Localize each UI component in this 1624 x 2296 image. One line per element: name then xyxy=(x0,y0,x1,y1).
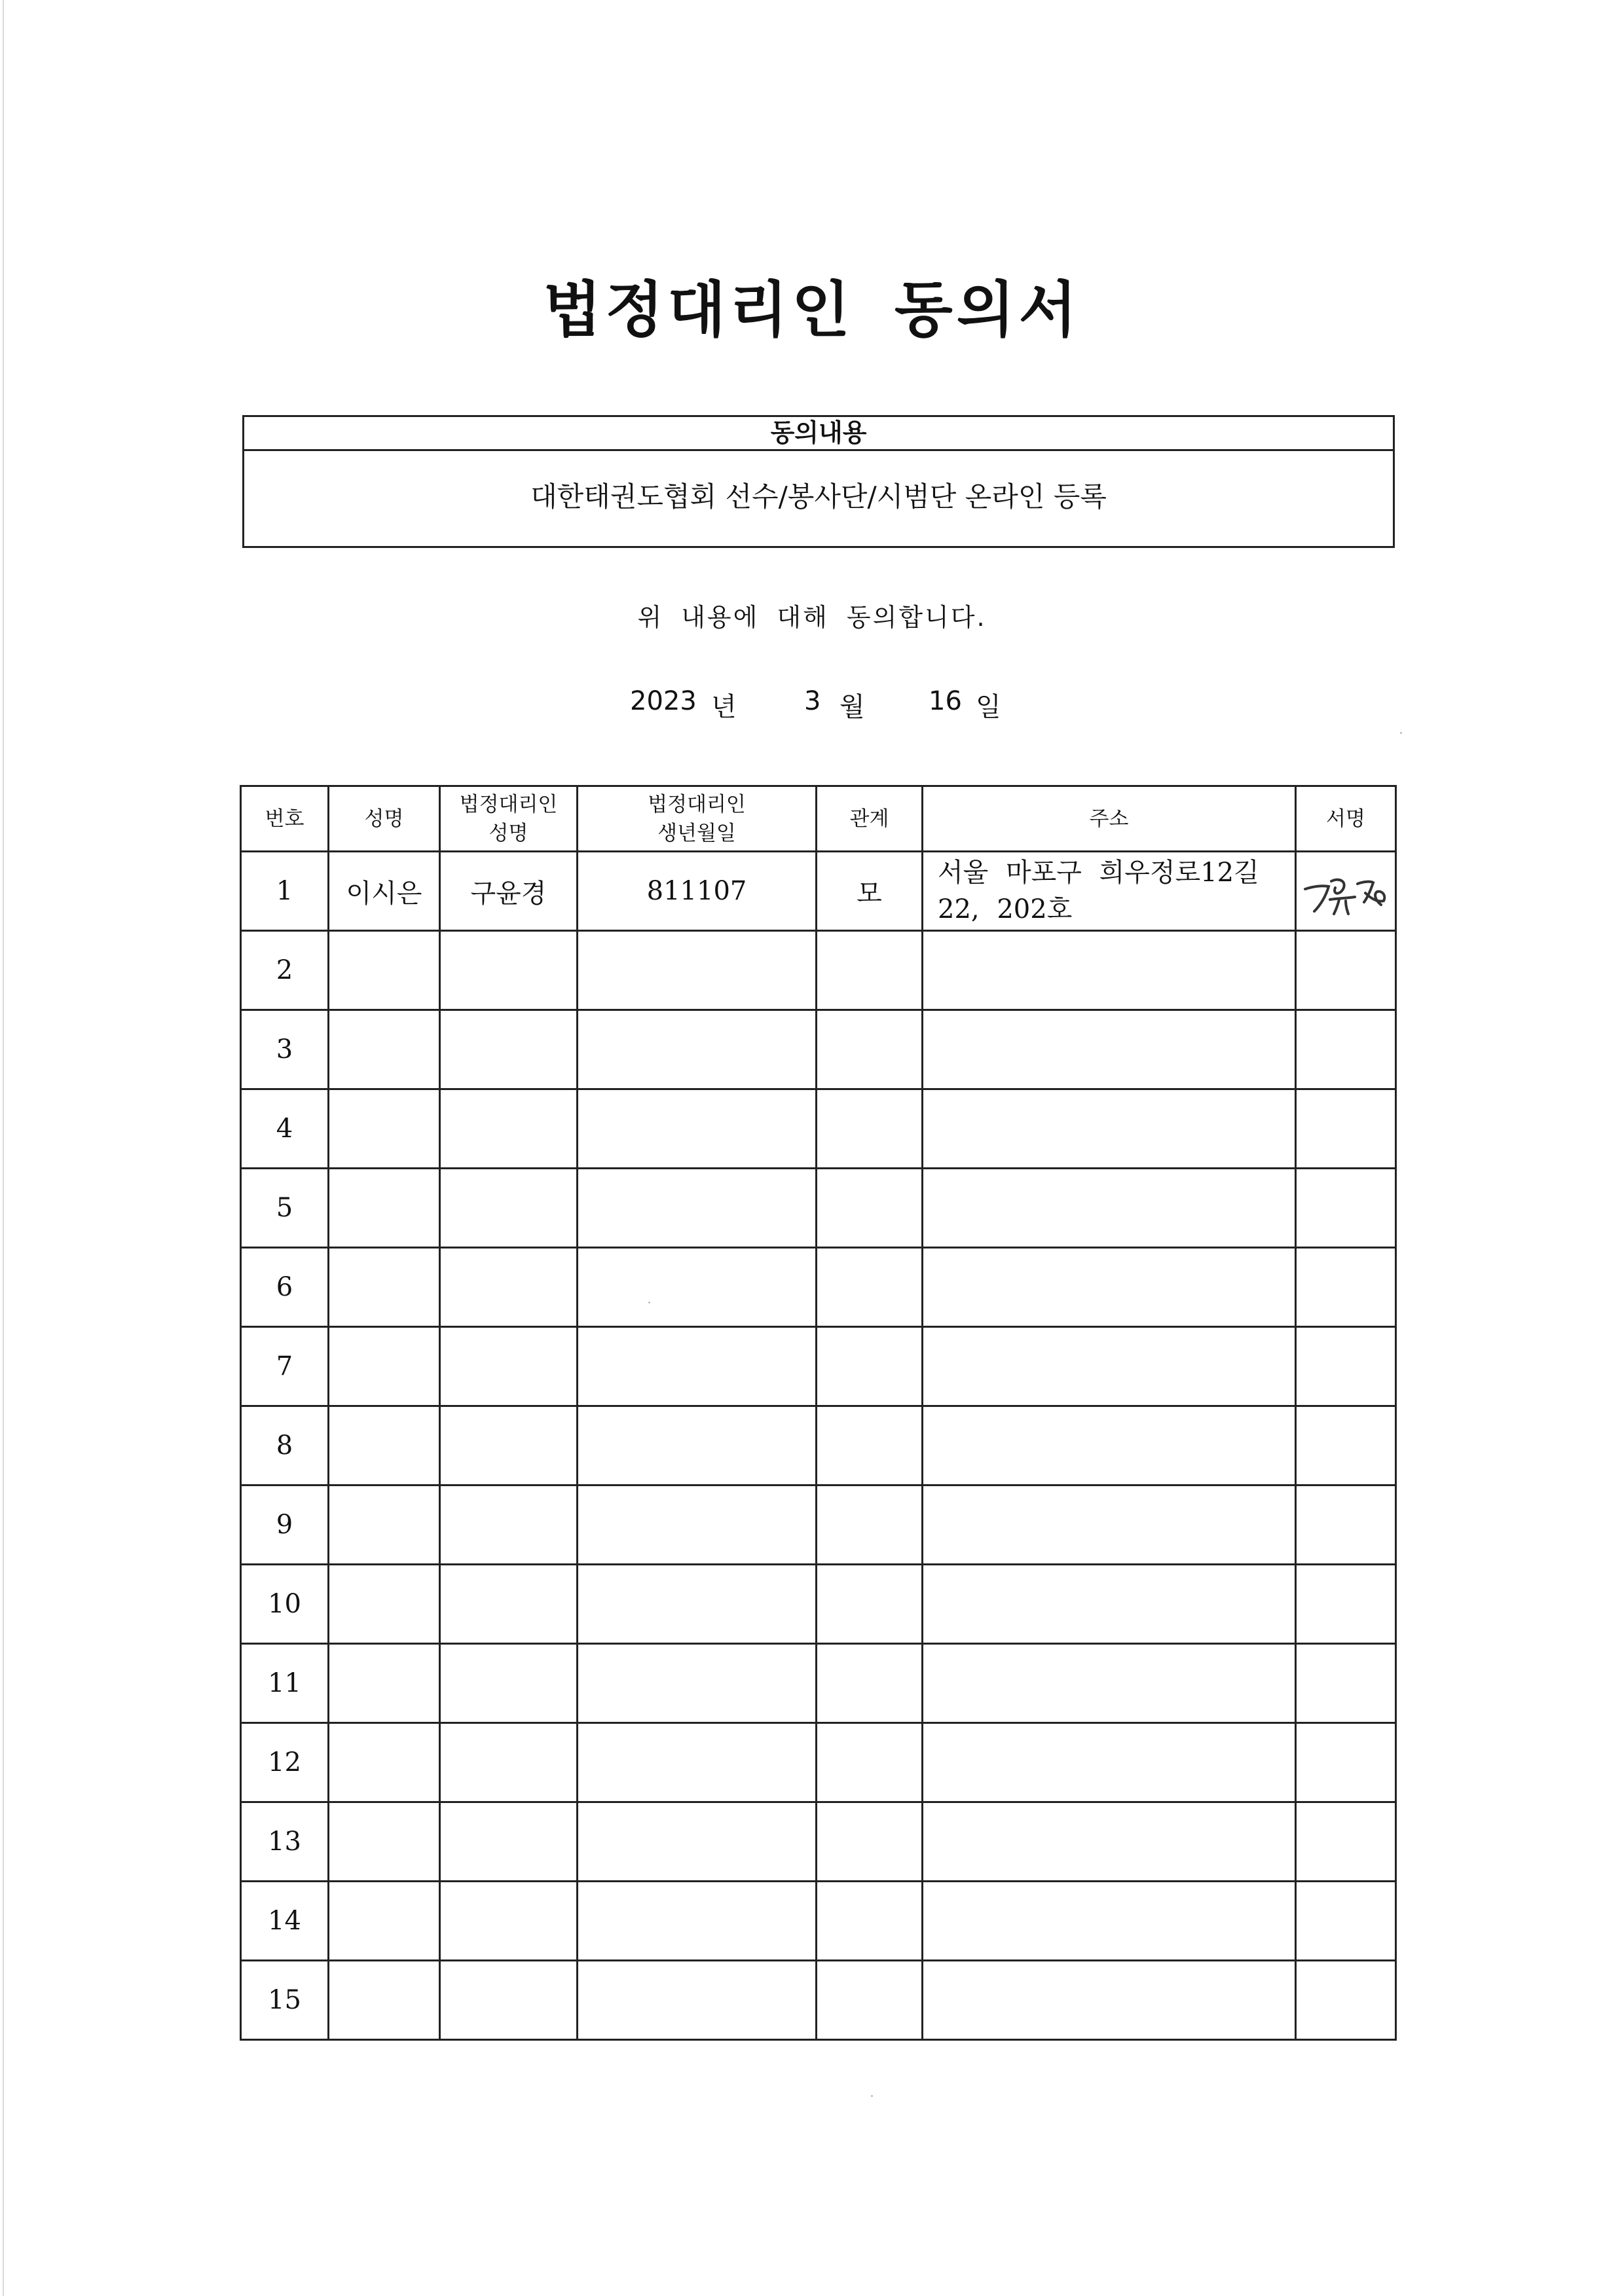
row-address xyxy=(923,1406,1296,1485)
row-relation xyxy=(817,1644,923,1723)
row-number: 14 xyxy=(241,1882,329,1961)
registration-table xyxy=(240,785,1397,2041)
row-relation xyxy=(817,1327,923,1406)
row-name xyxy=(329,1327,440,1406)
row-number: 11 xyxy=(241,1644,329,1723)
header-guardian-name xyxy=(440,786,578,852)
table-row xyxy=(241,1723,1396,1802)
scan-speck xyxy=(871,2095,873,2097)
row-address xyxy=(923,1723,1296,1802)
row-guardian-name xyxy=(440,1327,578,1406)
row-number: 6 xyxy=(241,1248,329,1327)
row-guardian-name xyxy=(440,1248,578,1327)
row-number: 10 xyxy=(241,1565,329,1644)
table-row xyxy=(241,1248,1396,1327)
row-name xyxy=(329,931,440,1010)
row-name xyxy=(329,1010,440,1089)
row-number: 4 xyxy=(241,1089,329,1169)
row-address xyxy=(923,1169,1296,1248)
table-row xyxy=(241,1644,1396,1723)
row-number: 12 xyxy=(241,1723,329,1802)
table-row xyxy=(241,1961,1396,2040)
header-signature: 서명 xyxy=(1296,786,1396,852)
row-name xyxy=(329,1485,440,1565)
row-signature xyxy=(1296,1802,1396,1882)
date-day: 16 xyxy=(929,686,962,716)
row-guardian-name xyxy=(440,1010,578,1089)
row-guardian-birth xyxy=(578,1485,817,1565)
table-row xyxy=(241,1565,1396,1644)
header-relation: 관계 xyxy=(817,786,923,852)
row-guardian-name xyxy=(440,1644,578,1723)
row-guardian-name xyxy=(440,1169,578,1248)
row-guardian-name xyxy=(440,1802,578,1882)
table-row xyxy=(241,931,1396,1010)
table-row xyxy=(241,1882,1396,1961)
row-address xyxy=(923,1882,1296,1961)
row-signature xyxy=(1296,1169,1396,1248)
table-row xyxy=(241,852,1396,931)
row-address xyxy=(923,931,1296,1010)
row-name xyxy=(329,1565,440,1644)
row-signature xyxy=(1296,1723,1396,1802)
row-address xyxy=(923,1961,1296,2040)
row-number: 5 xyxy=(241,1169,329,1248)
row-guardian-birth: 811107 xyxy=(578,852,817,931)
scan-speck xyxy=(648,1302,650,1303)
table-row xyxy=(241,1010,1396,1089)
row-name xyxy=(329,1961,440,2040)
row-signature xyxy=(1296,1882,1396,1961)
row-name xyxy=(329,1644,440,1723)
row-signature xyxy=(1296,1327,1396,1406)
row-address xyxy=(923,1010,1296,1089)
consent-header: 동의내용 xyxy=(244,417,1393,451)
row-relation xyxy=(817,931,923,1010)
row-name xyxy=(329,1248,440,1327)
row-guardian-name xyxy=(440,1485,578,1565)
scan-speck xyxy=(1400,732,1402,734)
date-month: 3 xyxy=(804,686,821,716)
row-relation xyxy=(817,1565,923,1644)
row-guardian-name xyxy=(440,1723,578,1802)
row-relation xyxy=(817,1406,923,1485)
row-address xyxy=(923,1089,1296,1169)
row-name: 이시은 xyxy=(329,852,440,931)
row-guardian-birth xyxy=(578,1089,817,1169)
row-address xyxy=(923,1802,1296,1882)
row-relation xyxy=(817,1961,923,2040)
row-guardian-birth xyxy=(578,1010,817,1089)
header-address: 주소 xyxy=(923,786,1296,852)
row-guardian-birth xyxy=(578,1169,817,1248)
row-name xyxy=(329,1882,440,1961)
row-relation xyxy=(817,1248,923,1327)
row-address-line2: 22, 202호 xyxy=(938,894,1073,924)
consent-content: 대한태권도협회 선수/봉사단/시범단 온라인 등록 xyxy=(530,481,1107,513)
row-guardian-name xyxy=(440,1089,578,1169)
row-signature xyxy=(1296,1644,1396,1723)
header-guardian-birth-line1: 법정대리인 xyxy=(648,792,746,816)
table-row xyxy=(241,1169,1396,1248)
table-row xyxy=(241,1485,1396,1565)
row-guardian-name xyxy=(440,931,578,1010)
document-title: 법정대리인 동의서 xyxy=(543,275,1081,345)
row-guardian-name xyxy=(440,1406,578,1485)
consent-content-box xyxy=(242,415,1395,548)
header-name: 성명 xyxy=(329,786,440,852)
row-guardian-birth xyxy=(578,1961,817,2040)
row-signature xyxy=(1296,852,1396,931)
row-signature xyxy=(1296,1406,1396,1485)
row-guardian-birth xyxy=(578,1327,817,1406)
row-number: 7 xyxy=(241,1327,329,1406)
row-signature xyxy=(1296,931,1396,1010)
row-guardian-birth xyxy=(578,1802,817,1882)
header-guardian-name-line1: 법정대리인 xyxy=(459,792,558,816)
row-guardian-birth xyxy=(578,1248,817,1327)
table-row xyxy=(241,1406,1396,1485)
header-guardian-name-line2: 성명 xyxy=(489,821,528,845)
row-address xyxy=(923,1485,1296,1565)
row-guardian-birth xyxy=(578,1406,817,1485)
row-address-line1: 서울 마포구 희우정로12길 xyxy=(938,858,1259,888)
row-relation xyxy=(817,1010,923,1089)
row-address xyxy=(923,1644,1296,1723)
row-guardian-name: 구윤경 xyxy=(440,852,578,931)
row-address xyxy=(923,852,1296,931)
table-row xyxy=(241,1802,1396,1882)
row-number: 9 xyxy=(241,1485,329,1565)
row-guardian-birth xyxy=(578,1565,817,1644)
row-name xyxy=(329,1089,440,1169)
row-number: 3 xyxy=(241,1010,329,1089)
row-name xyxy=(329,1802,440,1882)
row-guardian-name xyxy=(440,1961,578,2040)
row-number: 13 xyxy=(241,1802,329,1882)
row-name xyxy=(329,1723,440,1802)
header-number: 번호 xyxy=(241,786,329,852)
header-guardian-birth-line2: 생년월일 xyxy=(657,821,736,845)
row-guardian-name xyxy=(440,1565,578,1644)
row-relation xyxy=(817,1882,923,1961)
row-address xyxy=(923,1327,1296,1406)
row-relation: 모 xyxy=(817,852,923,931)
row-signature xyxy=(1296,1248,1396,1327)
date-year-unit: 년 xyxy=(711,692,737,722)
table-row xyxy=(241,1089,1396,1169)
date-day-unit: 일 xyxy=(976,692,1001,722)
row-signature xyxy=(1296,1010,1396,1089)
row-guardian-birth xyxy=(578,931,817,1010)
row-relation xyxy=(817,1485,923,1565)
row-number: 2 xyxy=(241,931,329,1010)
row-guardian-birth xyxy=(578,1723,817,1802)
row-relation xyxy=(817,1723,923,1802)
row-name xyxy=(329,1406,440,1485)
row-signature xyxy=(1296,1089,1396,1169)
row-address xyxy=(923,1248,1296,1327)
header-guardian-birth xyxy=(578,786,817,852)
table-header-row xyxy=(241,786,1396,852)
row-signature xyxy=(1296,1961,1396,2040)
row-number: 15 xyxy=(241,1961,329,2040)
agreement-statement: 위 내용에 대해 동의합니다. xyxy=(637,603,987,632)
row-relation xyxy=(817,1089,923,1169)
row-relation xyxy=(817,1802,923,1882)
row-signature xyxy=(1296,1565,1396,1644)
row-guardian-name xyxy=(440,1882,578,1961)
row-number: 1 xyxy=(241,852,329,931)
row-address xyxy=(923,1565,1296,1644)
date-month-unit: 월 xyxy=(840,692,865,722)
row-number: 8 xyxy=(241,1406,329,1485)
row-guardian-birth xyxy=(578,1882,817,1961)
date-year: 2023 xyxy=(630,686,697,716)
row-name xyxy=(329,1169,440,1248)
table-row xyxy=(241,1327,1396,1406)
row-signature xyxy=(1296,1485,1396,1565)
row-guardian-birth xyxy=(578,1644,817,1723)
row-relation xyxy=(817,1169,923,1248)
handwritten-signature xyxy=(1300,862,1392,920)
